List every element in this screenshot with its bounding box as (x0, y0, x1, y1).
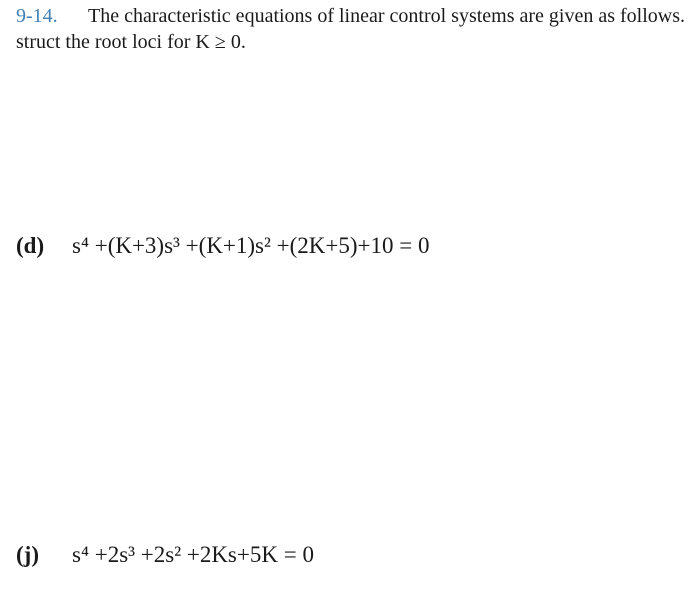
problem-header (16, 4, 685, 28)
part-label: (d) (16, 233, 45, 258)
characteristic-equation: s⁴ +(K+3)s³ +(K+1)s² +(2K+5)+10 = 0 (72, 233, 430, 258)
problem-statement: The characteristic equations of linear control systems are given as follows. (88, 5, 686, 27)
part-label: (j) (16, 542, 39, 567)
part-d (16, 232, 429, 260)
part-j (16, 541, 314, 569)
problem-statement-continued: struct the root loci for K ≥ 0. (16, 31, 246, 53)
problem-number: 9-14. (16, 5, 58, 27)
characteristic-equation: s⁴ +2s³ +2s² +2Ks+5K = 0 (72, 542, 314, 567)
